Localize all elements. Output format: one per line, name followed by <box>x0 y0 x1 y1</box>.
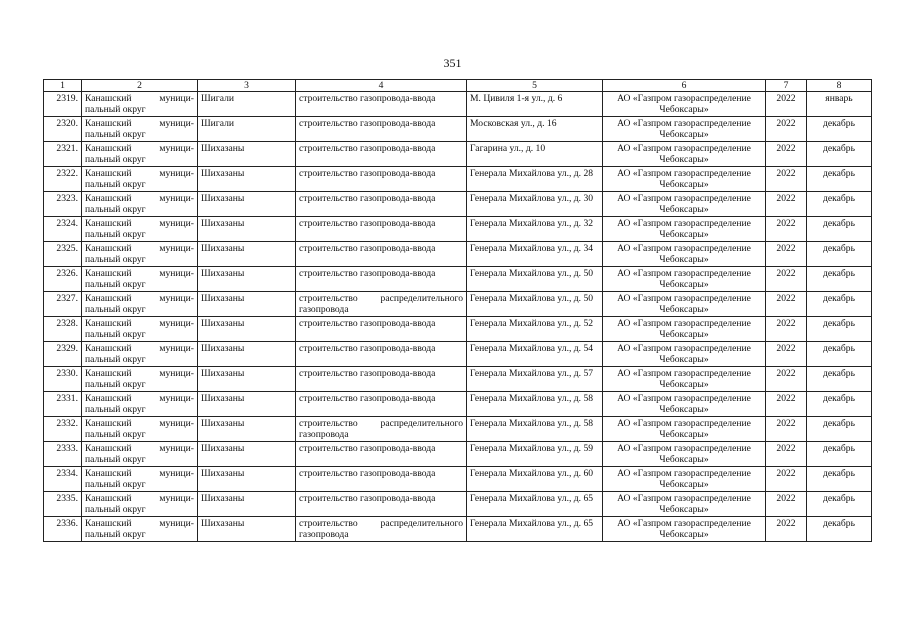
year-cell: 2022 <box>766 492 807 517</box>
address-cell: Генерала Михайлова ул., д. 57 <box>467 367 603 392</box>
row-number: 2336. <box>44 517 82 542</box>
district-word-2: муници- <box>159 268 194 279</box>
organization-cell: АО «Газпром газораспределение Чебоксары» <box>603 392 766 417</box>
district-word-1: Канашский <box>85 293 132 304</box>
organization-cell: АО «Газпром газораспределение Чебоксары» <box>603 117 766 142</box>
year-cell: 2022 <box>766 417 807 442</box>
work-cell: строительство газопровода-ввода <box>296 442 467 467</box>
district-word-2: муници- <box>159 318 194 329</box>
settlement-cell: Шихазаны <box>198 192 296 217</box>
settlement-cell: Шихазаны <box>198 367 296 392</box>
row-number: 2329. <box>44 342 82 367</box>
settlement-cell: Шихазаны <box>198 217 296 242</box>
district-cell <box>82 217 198 242</box>
district-line-2: пальный округ <box>85 229 146 240</box>
district-word-2: муници- <box>159 368 194 379</box>
district-line-2: пальный округ <box>85 479 146 490</box>
district-word-2: муници- <box>159 393 194 404</box>
organization-cell: АО «Газпром газораспределение Чебоксары» <box>603 92 766 117</box>
district-cell <box>82 467 198 492</box>
address-cell: Генерала Михайлова ул., д. 60 <box>467 467 603 492</box>
column-header: 1 <box>44 80 82 92</box>
district-word-1: Канашский <box>85 143 132 154</box>
district-line-2: пальный округ <box>85 254 146 265</box>
month-cell: декабрь <box>807 267 872 292</box>
page-number: 351 <box>443 56 462 70</box>
district-word-2: муници- <box>159 343 194 354</box>
organization-cell: АО «Газпром газораспределение Чебоксары» <box>603 317 766 342</box>
work-cell: строительство газопровода-ввода <box>296 92 467 117</box>
settlement-cell: Шихазаны <box>198 517 296 542</box>
work-cell: строительство распределительного газопровода <box>296 517 467 542</box>
row-number: 2325. <box>44 242 82 267</box>
district-word-2: муници- <box>159 193 194 204</box>
settlement-cell: Шихазаны <box>198 342 296 367</box>
table-row <box>44 267 872 292</box>
district-cell <box>82 92 198 117</box>
column-header: 3 <box>198 80 296 92</box>
work-cell: строительство газопровода-ввода <box>296 467 467 492</box>
organization-cell: АО «Газпром газораспределение Чебоксары» <box>603 467 766 492</box>
column-header: 8 <box>807 80 872 92</box>
year-cell: 2022 <box>766 292 807 317</box>
table-row <box>44 342 872 367</box>
year-cell: 2022 <box>766 467 807 492</box>
settlement-cell: Шихазаны <box>198 492 296 517</box>
district-word-1: Канашский <box>85 518 132 529</box>
district-line-2: пальный округ <box>85 129 146 140</box>
organization-cell: АО «Газпром газораспределение Чебоксары» <box>603 192 766 217</box>
district-cell <box>82 317 198 342</box>
district-cell <box>82 517 198 542</box>
district-cell <box>82 117 198 142</box>
district-word-1: Канашский <box>85 93 132 104</box>
organization-cell: АО «Газпром газораспределение Чебоксары» <box>603 142 766 167</box>
work-cell: строительство газопровода-ввода <box>296 392 467 417</box>
district-cell <box>82 242 198 267</box>
settlement-cell: Шихазаны <box>198 167 296 192</box>
row-number: 2332. <box>44 417 82 442</box>
table-row <box>44 167 872 192</box>
table-row <box>44 92 872 117</box>
district-word-2: муници- <box>159 118 194 129</box>
organization-cell: АО «Газпром газораспределение Чебоксары» <box>603 267 766 292</box>
table-row <box>44 192 872 217</box>
month-cell: декабрь <box>807 492 872 517</box>
district-line-2: пальный округ <box>85 329 146 340</box>
district-word-1: Канашский <box>85 443 132 454</box>
work-cell: строительство газопровода-ввода <box>296 217 467 242</box>
month-cell: декабрь <box>807 117 872 142</box>
district-word-1: Канашский <box>85 343 132 354</box>
gasification-table <box>43 79 872 542</box>
row-number: 2334. <box>44 467 82 492</box>
row-number: 2321. <box>44 142 82 167</box>
year-cell: 2022 <box>766 267 807 292</box>
district-word-1: Канашский <box>85 318 132 329</box>
row-number: 2323. <box>44 192 82 217</box>
column-header: 7 <box>766 80 807 92</box>
month-cell: декабрь <box>807 417 872 442</box>
year-cell: 2022 <box>766 317 807 342</box>
settlement-cell: Шихазаны <box>198 142 296 167</box>
work-cell: строительство газопровода-ввода <box>296 492 467 517</box>
month-cell: январь <box>807 92 872 117</box>
address-cell: Генерала Михайлова ул., д. 28 <box>467 167 603 192</box>
district-word-1: Канашский <box>85 393 132 404</box>
district-word-1: Канашский <box>85 418 132 429</box>
district-word-1: Канашский <box>85 193 132 204</box>
year-cell: 2022 <box>766 367 807 392</box>
address-cell: Генерала Михайлова ул., д. 50 <box>467 267 603 292</box>
month-cell: декабрь <box>807 217 872 242</box>
year-cell: 2022 <box>766 392 807 417</box>
district-line-2: пальный округ <box>85 279 146 290</box>
month-cell: декабрь <box>807 317 872 342</box>
district-line-2: пальный округ <box>85 104 146 115</box>
column-header: 5 <box>467 80 603 92</box>
year-cell: 2022 <box>766 242 807 267</box>
row-number: 2326. <box>44 267 82 292</box>
district-word-1: Канашский <box>85 368 132 379</box>
district-word-2: муници- <box>159 143 194 154</box>
month-cell: декабрь <box>807 517 872 542</box>
district-word-1: Канашский <box>85 218 132 229</box>
table-row <box>44 417 872 442</box>
district-cell <box>82 342 198 367</box>
month-cell: декабрь <box>807 192 872 217</box>
year-cell: 2022 <box>766 517 807 542</box>
year-cell: 2022 <box>766 117 807 142</box>
work-cell: строительство газопровода-ввода <box>296 267 467 292</box>
district-word-2: муници- <box>159 243 194 254</box>
table-row <box>44 517 872 542</box>
work-cell: строительство распределительного газопровода <box>296 417 467 442</box>
settlement-cell: Шихазаны <box>198 392 296 417</box>
district-word-1: Канашский <box>85 168 132 179</box>
month-cell: декабрь <box>807 442 872 467</box>
row-number: 2335. <box>44 492 82 517</box>
address-cell: Генерала Михайлова ул., д. 58 <box>467 417 603 442</box>
district-cell <box>82 142 198 167</box>
column-header: 4 <box>296 80 467 92</box>
table-row <box>44 442 872 467</box>
table-row <box>44 292 872 317</box>
address-cell: Генерала Михайлова ул., д. 58 <box>467 392 603 417</box>
district-line-2: пальный округ <box>85 354 146 365</box>
column-header: 6 <box>603 80 766 92</box>
work-cell: строительство газопровода-ввода <box>296 167 467 192</box>
address-cell: Генерала Михайлова ул., д. 52 <box>467 317 603 342</box>
district-cell <box>82 192 198 217</box>
year-cell: 2022 <box>766 192 807 217</box>
organization-cell: АО «Газпром газораспределение Чебоксары» <box>603 342 766 367</box>
column-number-row <box>44 80 872 92</box>
district-word-2: муници- <box>159 468 194 479</box>
address-cell: Гагарина ул., д. 10 <box>467 142 603 167</box>
table-row <box>44 467 872 492</box>
month-cell: декабрь <box>807 367 872 392</box>
address-cell: Генерала Михайлова ул., д. 65 <box>467 492 603 517</box>
row-number: 2331. <box>44 392 82 417</box>
organization-cell: АО «Газпром газораспределение Чебоксары» <box>603 417 766 442</box>
district-word-2: муници- <box>159 93 194 104</box>
district-cell <box>82 267 198 292</box>
district-word-2: муници- <box>159 293 194 304</box>
settlement-cell: Шихазаны <box>198 267 296 292</box>
organization-cell: АО «Газпром газораспределение Чебоксары» <box>603 242 766 267</box>
table-row <box>44 117 872 142</box>
settlement-cell: Шихазаны <box>198 417 296 442</box>
district-word-1: Канашский <box>85 468 132 479</box>
row-number: 2330. <box>44 367 82 392</box>
row-number: 2333. <box>44 442 82 467</box>
district-line-2: пальный округ <box>85 154 146 165</box>
row-number: 2322. <box>44 167 82 192</box>
row-number: 2328. <box>44 317 82 342</box>
table-row <box>44 317 872 342</box>
work-cell: строительство газопровода-ввода <box>296 342 467 367</box>
district-line-2: пальный округ <box>85 429 146 440</box>
settlement-cell: Шихазаны <box>198 442 296 467</box>
month-cell: декабрь <box>807 342 872 367</box>
organization-cell: АО «Газпром газораспределение Чебоксары» <box>603 167 766 192</box>
address-cell: Генерала Михайлова ул., д. 59 <box>467 442 603 467</box>
district-word-1: Канашский <box>85 493 132 504</box>
district-cell <box>82 167 198 192</box>
district-cell <box>82 367 198 392</box>
district-line-2: пальный округ <box>85 504 146 515</box>
settlement-cell: Шигали <box>198 92 296 117</box>
work-cell: строительство газопровода-ввода <box>296 117 467 142</box>
column-header: 2 <box>82 80 198 92</box>
month-cell: декабрь <box>807 392 872 417</box>
district-word-1: Канашский <box>85 268 132 279</box>
settlement-cell: Шигали <box>198 117 296 142</box>
year-cell: 2022 <box>766 142 807 167</box>
district-word-2: муници- <box>159 418 194 429</box>
district-word-2: муници- <box>159 443 194 454</box>
address-cell: Генерала Михайлова ул., д. 34 <box>467 242 603 267</box>
month-cell: декабрь <box>807 242 872 267</box>
organization-cell: АО «Газпром газораспределение Чебоксары» <box>603 442 766 467</box>
settlement-cell: Шихазаны <box>198 242 296 267</box>
work-cell: строительство распределительного газопровода <box>296 292 467 317</box>
organization-cell: АО «Газпром газораспределение Чебоксары» <box>603 217 766 242</box>
organization-cell: АО «Газпром газораспределение Чебоксары» <box>603 492 766 517</box>
month-cell: декабрь <box>807 167 872 192</box>
district-word-1: Канашский <box>85 118 132 129</box>
work-cell: строительство газопровода-ввода <box>296 192 467 217</box>
month-cell: декабрь <box>807 292 872 317</box>
row-number: 2320. <box>44 117 82 142</box>
year-cell: 2022 <box>766 92 807 117</box>
table-row <box>44 217 872 242</box>
month-cell: декабрь <box>807 142 872 167</box>
district-line-2: пальный округ <box>85 379 146 390</box>
district-line-2: пальный округ <box>85 304 146 315</box>
address-cell: Генерала Михайлова ул., д. 50 <box>467 292 603 317</box>
row-number: 2327. <box>44 292 82 317</box>
district-word-2: муници- <box>159 218 194 229</box>
work-cell: строительство газопровода-ввода <box>296 142 467 167</box>
district-cell <box>82 292 198 317</box>
district-word-2: муници- <box>159 518 194 529</box>
district-line-2: пальный округ <box>85 204 146 215</box>
settlement-cell: Шихазаны <box>198 467 296 492</box>
address-cell: Генерала Михайлова ул., д. 65 <box>467 517 603 542</box>
organization-cell: АО «Газпром газораспределение Чебоксары» <box>603 292 766 317</box>
district-cell <box>82 392 198 417</box>
address-cell: Московская ул., д. 16 <box>467 117 603 142</box>
district-cell <box>82 417 198 442</box>
settlement-cell: Шихазаны <box>198 317 296 342</box>
district-line-2: пальный округ <box>85 529 146 540</box>
year-cell: 2022 <box>766 442 807 467</box>
table-row <box>44 367 872 392</box>
table-row <box>44 492 872 517</box>
work-cell: строительство газопровода-ввода <box>296 242 467 267</box>
address-cell: Генерала Михайлова ул., д. 54 <box>467 342 603 367</box>
table-row <box>44 142 872 167</box>
row-number: 2324. <box>44 217 82 242</box>
district-line-2: пальный округ <box>85 179 146 190</box>
district-word-2: муници- <box>159 493 194 504</box>
district-word-1: Канашский <box>85 243 132 254</box>
work-cell: строительство газопровода-ввода <box>296 317 467 342</box>
district-cell <box>82 492 198 517</box>
district-cell <box>82 442 198 467</box>
year-cell: 2022 <box>766 342 807 367</box>
address-cell: Генерала Михайлова ул., д. 30 <box>467 192 603 217</box>
table-row <box>44 392 872 417</box>
table-row <box>44 242 872 267</box>
address-cell: Генерала Михайлова ул., д. 32 <box>467 217 603 242</box>
row-number: 2319. <box>44 92 82 117</box>
settlement-cell: Шихазаны <box>198 292 296 317</box>
district-word-2: муници- <box>159 168 194 179</box>
year-cell: 2022 <box>766 167 807 192</box>
district-line-2: пальный округ <box>85 454 146 465</box>
year-cell: 2022 <box>766 217 807 242</box>
organization-cell: АО «Газпром газораспределение Чебоксары» <box>603 517 766 542</box>
work-cell: строительство газопровода-ввода <box>296 367 467 392</box>
organization-cell: АО «Газпром газораспределение Чебоксары» <box>603 367 766 392</box>
district-line-2: пальный округ <box>85 404 146 415</box>
address-cell: М. Цивиля 1-я ул., д. 6 <box>467 92 603 117</box>
month-cell: декабрь <box>807 467 872 492</box>
